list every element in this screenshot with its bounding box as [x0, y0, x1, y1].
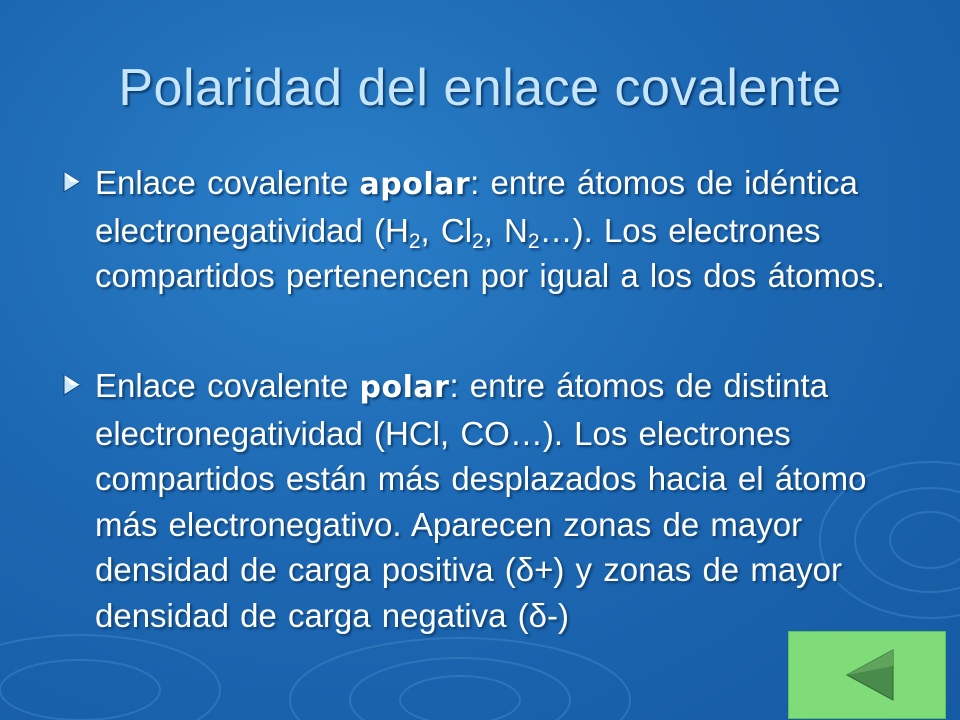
bullet-polar — [62, 363, 912, 638]
bullet-apolar — [62, 160, 912, 299]
arrow-bullet-icon — [62, 164, 84, 200]
back-triangle-icon — [789, 632, 945, 718]
back-nav-button[interactable] — [788, 631, 946, 719]
slide-title: Polaridad del enlace covalente — [118, 59, 842, 117]
arrow-bullet-icon — [62, 367, 84, 403]
bullet-text: Enlace covalente polar: entre átomos de distinta electronegatividad (HCl, CO…). Los electrones compartidos están más desplazados hacia el átomo más electronegativo. Aparecen zonas de mayor densidad de carga positiva (δ+) y zonas de mayor densidad de carga negativa (δ-) — [95, 367, 867, 634]
keyword-polar: polar — [359, 370, 450, 405]
keyword-apolar: apolar — [359, 167, 471, 202]
bullet-text: Enlace covalente apolar: entre átomos de idéntica electronegatividad ($H_2$, $Cl_2$, $N_2\dots$). Los electrones compartidos pertenencen por igual a los dos átomos. — [95, 164, 885, 294]
